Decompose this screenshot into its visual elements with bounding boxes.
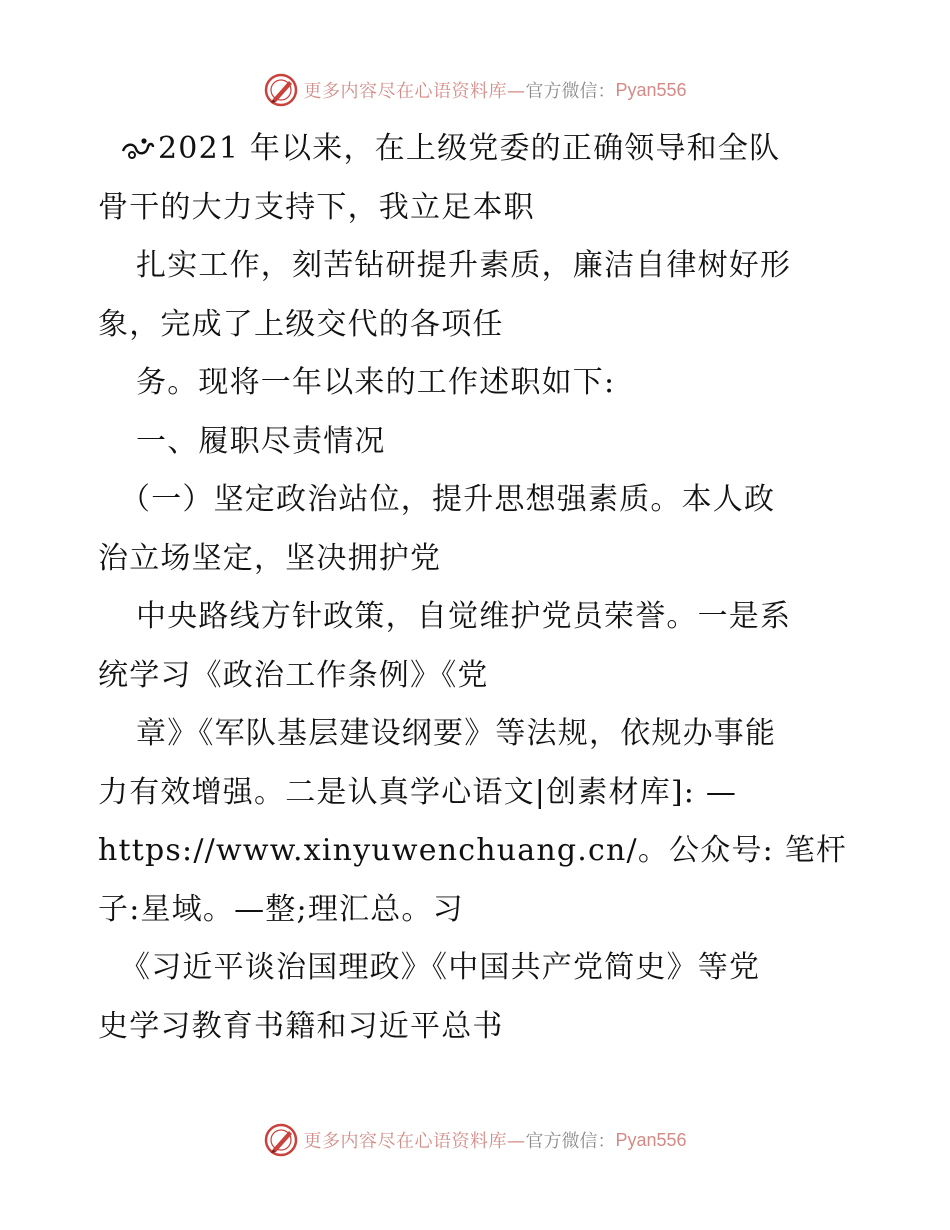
paragraph-line: 中央路线方针政策，自觉维护党员荣誉。一是系: [136, 599, 792, 634]
paragraph-line: 骨干的大力支持下，我立足本职: [98, 189, 535, 225]
decorative-flourish-icon: [120, 133, 156, 163]
banner-wechat-label: 官方微信：: [525, 1131, 616, 1152]
paragraph-line: 务。现将一年以来的工作述职如下:: [136, 365, 616, 400]
banner-main-text: 更多内容尽在心语资料库—: [303, 1131, 526, 1152]
document-body: [98, 120, 858, 1056]
paragraph-text: 2021 年以来，在上级党委的正确领导和全队: [158, 131, 781, 166]
banner-wechat-id: Pyan556: [615, 1129, 687, 1150]
header-watermark-banner: [0, 70, 950, 110]
paragraph-line: 子:星域。—整;理汇总。习: [98, 891, 464, 927]
paragraph-line: 治立场坚定，坚决拥护党: [98, 540, 442, 576]
paragraph-line: 史学习教育书籍和习近平总书: [98, 1008, 504, 1044]
paragraph-line: 《习近平谈治国理政》《中国共产党简史》等党: [120, 950, 761, 985]
paragraph-line: 力有效增强。二是认真学心语文|创素材库]: —: [98, 774, 738, 810]
paragraph-line: [98, 120, 858, 179]
paragraph-line: 象，完成了上级交代的各项任: [98, 306, 504, 342]
paragraph-line: 章》《军队基层建设纲要》等法规，依规办事能: [136, 716, 777, 751]
subsection-heading-line: （一）坚定政治站位，提升思想强素质。本人政: [120, 482, 776, 517]
section-heading: 一、履职尽责情况: [136, 423, 386, 459]
banner-main-text: 更多内容尽在心语资料库—: [303, 81, 526, 102]
banner-wechat-id: Pyan556: [615, 79, 687, 100]
paragraph-line-url: https://www.xinyuwenchuang.cn/。公众号: 笔杆: [98, 833, 848, 868]
footer-watermark-banner: [0, 1120, 950, 1160]
pen-logo-icon: [263, 72, 299, 108]
paragraph-line: 统学习《政治工作条例》《党: [98, 657, 489, 693]
paragraph-line: 扎实工作，刻苦钻研提升素质，廉洁自律树好形: [136, 248, 792, 283]
pen-logo-icon: [263, 1122, 299, 1158]
banner-wechat-label: 官方微信：: [525, 81, 616, 102]
